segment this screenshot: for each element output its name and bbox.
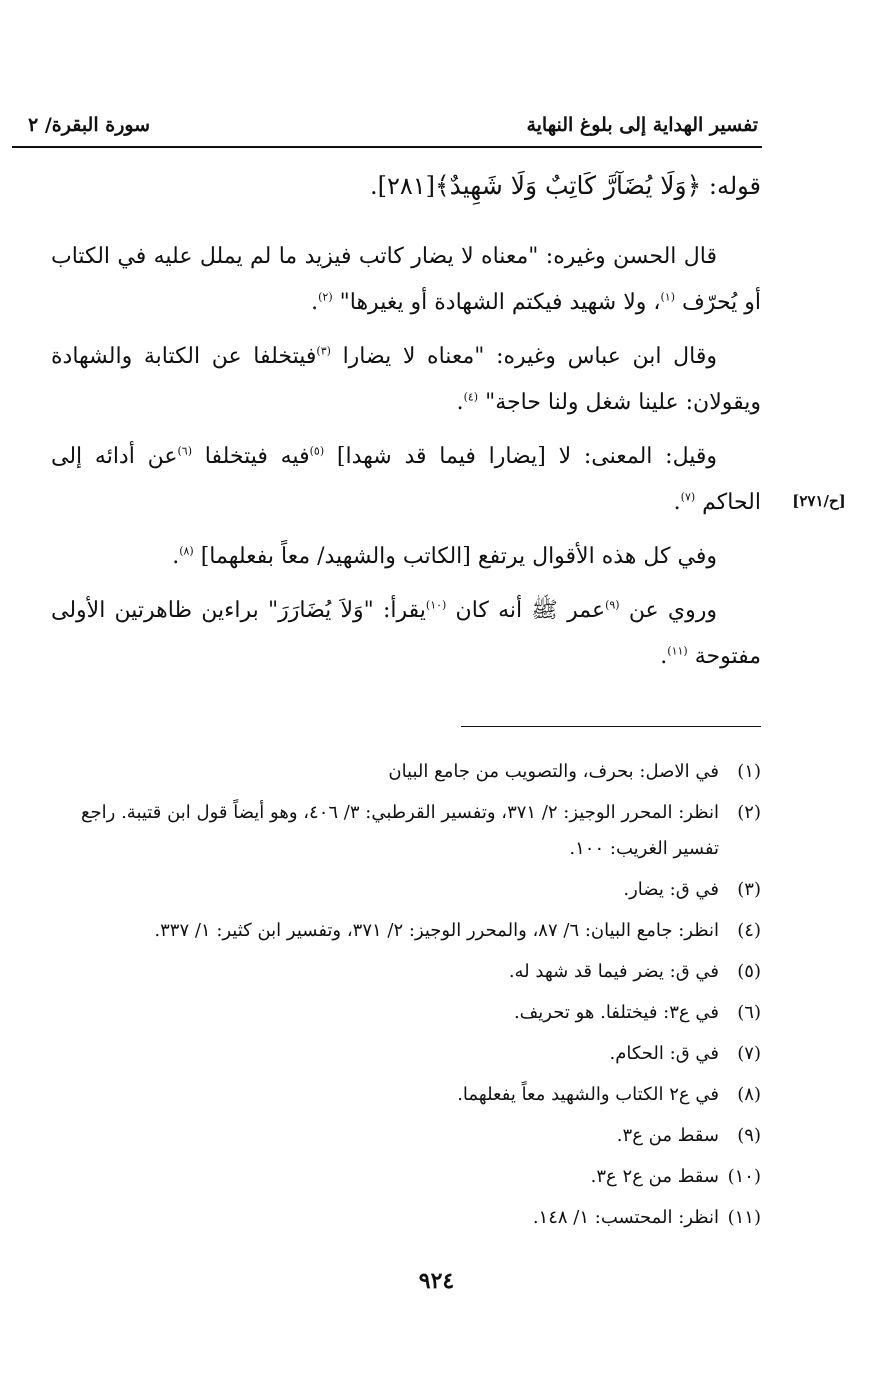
footnote-text: في الاصل: بحرف، والتصويب من جامع البيان xyxy=(388,761,719,782)
footnote-marker[interactable]: (٨) xyxy=(179,544,194,558)
paragraph-all-views xyxy=(51,534,761,580)
paragraph-text: فيتخلفا عن الكتابة والشهادة ويقولان: علينا شغل ولنا حاجة" xyxy=(51,344,761,415)
page-header xyxy=(28,108,758,142)
paragraph-umar xyxy=(51,588,761,680)
paragraph-text: وفي كل هذه الأقوال يرتفع [الكاتب والشهيد/ معاً بفعلهما] xyxy=(200,544,717,569)
footnote-divider xyxy=(461,726,761,727)
paragraph-text: . xyxy=(660,644,668,669)
surah-reference: سورة البقرة/ ٢ xyxy=(28,114,151,136)
page-number: ٩٢٤ xyxy=(418,1268,455,1294)
paragraph-text: وقيل: المعنى: لا [يضارا فيما قد شهدا] xyxy=(336,444,718,469)
paragraph-text: عن أدائه إلى الحاكم xyxy=(51,444,761,515)
footnote-marker[interactable]: (٥) xyxy=(309,444,325,458)
footnote-text: انظر: المحتسب: ١/ ١٤٨. xyxy=(532,1207,719,1228)
paragraph-text: . xyxy=(673,490,681,515)
paragraph-ibn-abbas xyxy=(51,334,761,426)
footnote-number: (٥) xyxy=(737,961,761,982)
footnote-number: (١٠) xyxy=(727,1166,761,1187)
footnote-number: (١) xyxy=(737,761,761,782)
paragraph-text: يقرأ: "وَلاَ يُضَارَرَ" براءين ظاهرتين الأولى مفتوحة xyxy=(51,598,761,669)
footnote-item xyxy=(51,995,761,1031)
footnote-item xyxy=(51,1118,761,1154)
commentary-body xyxy=(51,234,761,688)
footnote-number: (٩) xyxy=(737,1125,761,1146)
footnote-item xyxy=(51,754,761,790)
quran-verse: ﴿وَلَا يُضَآرَّ كَاتِبٌ وَلَا شَهِيدٌ﴾ xyxy=(434,171,702,200)
footnote-text: انظر: المحرر الوجيز: ٢/ ٣٧١، وتفسير القرطبي: ٣/ ٤٠٦، وهو أيضاً قول ابن قتيبة. راجع تفسير الغريب: ١٠٠. xyxy=(80,802,719,859)
footnote-item xyxy=(51,872,761,908)
book-title: تفسير الهداية إلى بلوغ النهاية xyxy=(526,114,758,136)
footnote-text: في ع٣: فيختلفا. هو تحريف. xyxy=(513,1002,719,1023)
paragraph-hasan xyxy=(51,234,761,326)
footnote-marker[interactable]: (٧) xyxy=(680,490,696,504)
paragraph-text: فيه فيتخلفا xyxy=(204,444,310,469)
paragraph-text: . xyxy=(311,290,319,315)
footnote-text: سقط من ع٣. xyxy=(616,1125,719,1146)
paragraph-text: ، ولا شهيد فيكتم الشهادة أو يغيرها" xyxy=(339,290,661,315)
footnote-item xyxy=(51,1036,761,1072)
verse-heading xyxy=(61,158,761,214)
footnote-text: في ع٢ الكتاب والشهيد معاً يفعلهما. xyxy=(457,1084,719,1105)
footnote-marker[interactable]: (١٠) xyxy=(425,598,447,612)
footnote-number: (٤) xyxy=(737,920,761,941)
paragraph-text: . xyxy=(456,390,464,415)
paragraph-text: وقال ابن عباس وغيره: "معناه لا يضارا xyxy=(342,344,718,369)
footnote-number: (٧) xyxy=(737,1043,761,1064)
paragraph-other-view xyxy=(51,434,761,526)
footnote-text: في ق: الحكام. xyxy=(609,1043,719,1064)
verse-prefix: قوله: xyxy=(701,172,761,200)
footnote-item xyxy=(51,795,761,867)
paragraph-text: وروي عن xyxy=(628,598,717,623)
footnote-marker[interactable]: (٩) xyxy=(605,598,620,612)
footnote-text: في ق: يضار. xyxy=(623,879,719,900)
footnote-item xyxy=(51,954,761,990)
footnote-number: (٨) xyxy=(737,1084,761,1105)
footnote-number: (٢) xyxy=(737,802,761,823)
footnote-marker[interactable]: (١١) xyxy=(667,644,688,658)
footnote-number: (٣) xyxy=(737,879,761,900)
manuscript-folio-note: [ح/٢٧١] xyxy=(792,492,846,510)
footnote-item xyxy=(51,1200,761,1236)
footnote-item xyxy=(51,913,761,949)
footnote-marker[interactable]: (٦) xyxy=(177,444,192,458)
footnote-marker[interactable]: (١) xyxy=(660,290,675,304)
footnotes-list xyxy=(51,754,761,1241)
footnote-number: (٦) xyxy=(737,1002,761,1023)
footnote-marker[interactable]: (٢) xyxy=(318,290,333,304)
header-divider xyxy=(12,146,762,148)
paragraph-text: . xyxy=(172,544,180,569)
footnote-text: انظر: جامع البيان: ٦/ ٨٧، والمحرر الوجيز: ٢/ ٣٧١، وتفسير ابن كثير: ١/ ٣٣٧. xyxy=(154,920,719,941)
footnote-text: في ق: يضر فيما قد شهد له. xyxy=(508,961,719,982)
footnote-number: (١١) xyxy=(727,1207,761,1228)
footnote-item xyxy=(51,1077,761,1113)
paragraph-text: قال الحسن وغيره: "معناه لا يضار كاتب فيزيد ما لم يملل عليه في الكتاب أو يُحرّف xyxy=(51,244,761,315)
footnote-item xyxy=(51,1159,761,1195)
paragraph-text: عمر ﷺ أنه كان xyxy=(455,598,606,623)
footnote-marker[interactable]: (٤) xyxy=(463,390,479,404)
footnote-marker[interactable]: (٣) xyxy=(316,344,331,358)
footnote-text: سقط من ع٢ ع٣. xyxy=(590,1166,719,1187)
ayah-reference: [٢٨١]. xyxy=(369,172,435,200)
